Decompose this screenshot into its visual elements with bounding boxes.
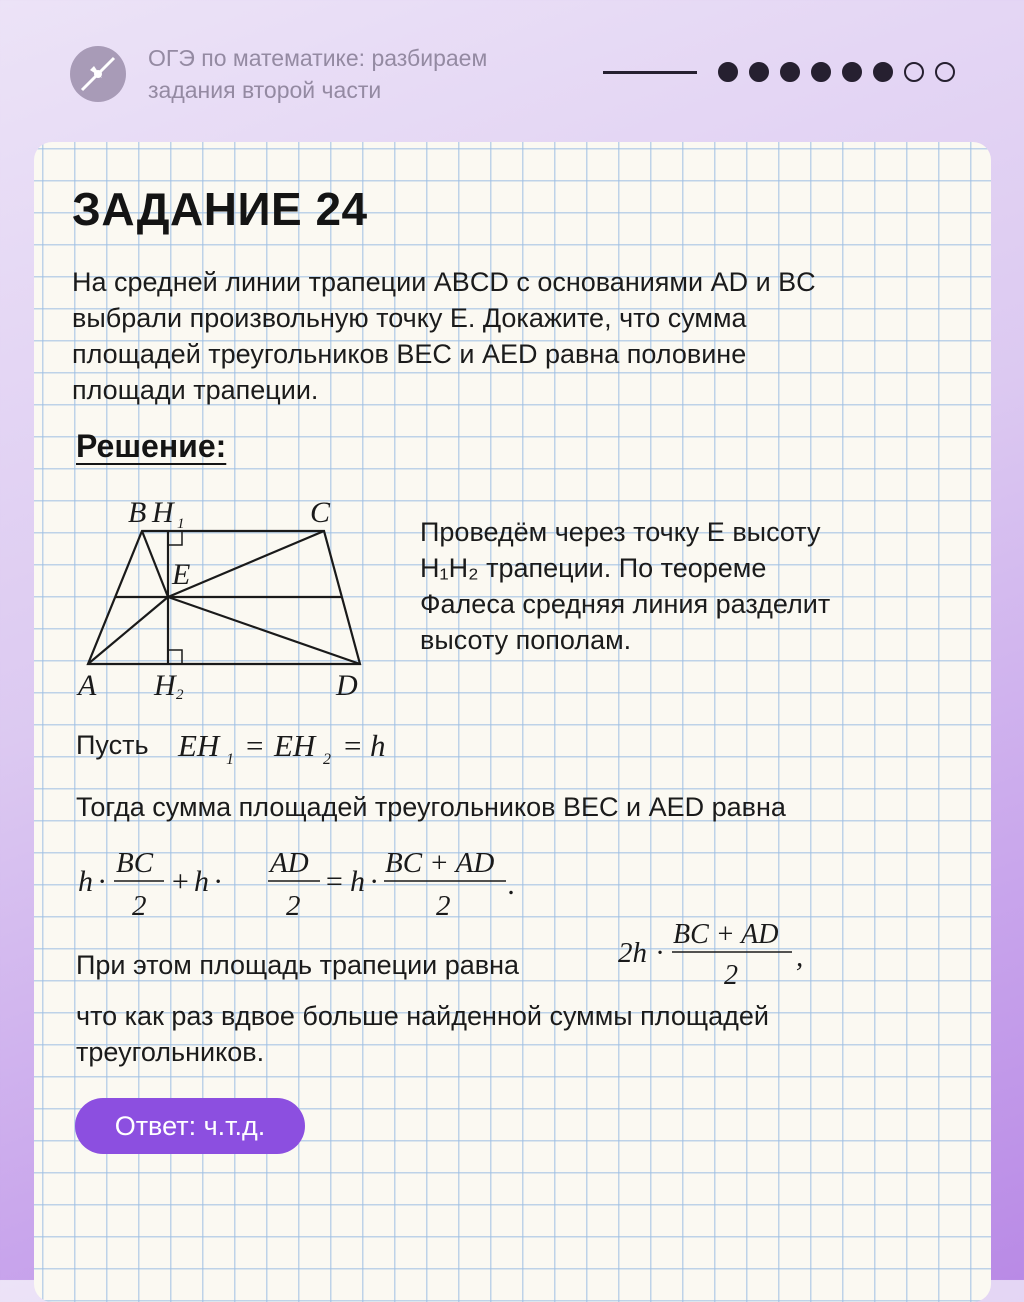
label-h1: H (152, 496, 174, 529)
segment-be (142, 531, 168, 597)
let-eh2: EH (274, 728, 316, 763)
explain-line: Фалеса средняя линия разделит (420, 589, 831, 619)
progress-dot-filled (842, 62, 862, 82)
sum-text: Тогда сумма площадей треугольников BEC и AED равна (76, 792, 786, 822)
sum-dot1: · (98, 865, 106, 898)
sum-dot3: · (370, 865, 378, 898)
area-text: При этом площадь трапеции равна (76, 950, 520, 980)
label-d: D (336, 669, 358, 702)
let-sub2: 2 (323, 751, 331, 768)
progress-dot-empty (904, 62, 924, 82)
segment-ae (88, 597, 168, 664)
label-h2-sub: 2 (176, 687, 184, 703)
problem-line: площадей треугольников BEC и AED равна половине (72, 339, 747, 369)
frac2-den: 2 (286, 890, 301, 922)
frac3-den: 2 (436, 890, 451, 922)
label-b: B (128, 496, 147, 529)
conclusion-line: что как раз вдвое больше найденной суммы площадей (76, 1001, 769, 1031)
progress-line (603, 71, 697, 74)
let-label: Пусть (76, 730, 149, 760)
frac2-num: AD (270, 847, 309, 879)
sum-h1: h (78, 865, 93, 898)
trapezoid-figure (78, 486, 398, 706)
header-title-line: задания второй части (148, 77, 382, 103)
let-eq2: = (342, 728, 363, 763)
area-comma: , (796, 941, 804, 973)
sum-formula (74, 842, 514, 924)
solution-label: Решение: (76, 428, 227, 464)
area-formula (614, 912, 814, 990)
progress-dot-filled (749, 62, 769, 82)
right-angle-h2 (168, 650, 182, 664)
progress-dot-empty (935, 62, 955, 82)
frac1-den: 2 (132, 890, 147, 922)
grid-paper-card (34, 142, 991, 1302)
frac3-num: BC + AD (385, 847, 495, 879)
compass-icon (70, 46, 126, 102)
label-a: A (78, 669, 97, 702)
frac1-num: BC (116, 847, 154, 879)
solution-explanation (420, 514, 940, 658)
let-eq1: = (244, 728, 265, 763)
let-sub1: 1 (226, 751, 234, 768)
header-title-line: ОГЭ по математике: разбираем (148, 45, 488, 71)
explain-line: Проведём через точку E высоту (420, 517, 821, 547)
sum-eq: = (324, 865, 345, 898)
sum-plus: + (170, 865, 191, 898)
progress-dot-filled (811, 62, 831, 82)
segment-de (168, 597, 360, 664)
sum-dot2: · (214, 865, 222, 898)
sum-h3: h (350, 865, 365, 898)
sum-period: . (508, 868, 516, 901)
conclusion-line: треугольников. (76, 1037, 265, 1067)
label-h1-sub: 1 (177, 516, 185, 532)
area-den: 2 (724, 960, 738, 991)
header-title (148, 42, 568, 106)
problem-line: площади трапеции. (72, 375, 319, 405)
conclusion (76, 998, 936, 1070)
explain-line: высоту пополам. (420, 625, 632, 655)
problem-line: На средней линии трапеции ABCD с основаниями AD и BC (72, 267, 816, 297)
progress-dots (718, 62, 966, 82)
task-title: ЗАДАНИЕ 24 (72, 183, 368, 235)
area-num: BC + AD (673, 919, 779, 950)
label-h2: H (154, 669, 176, 702)
sum-h2: h (194, 865, 209, 898)
let-h: h (370, 728, 386, 763)
problem-line: выбрали произвольную точку E. Докажите, что сумма (72, 303, 747, 333)
problem-statement (72, 264, 952, 408)
label-c: C (310, 496, 331, 529)
area-dot: · (656, 937, 664, 969)
area-coef: 2h (618, 937, 647, 969)
answer-badge: Ответ: ч.т.д. (75, 1098, 305, 1154)
right-angle-h1 (168, 531, 182, 545)
explain-line: H₁H₂ трапеции. По теореме (420, 553, 767, 583)
let-formula (174, 722, 414, 772)
progress-dot-filled (780, 62, 800, 82)
segment-ce (168, 531, 324, 597)
progress-dot-filled (718, 62, 738, 82)
progress-dot-filled (873, 62, 893, 82)
let-eh1: EH (178, 728, 220, 763)
label-e: E (172, 558, 191, 591)
